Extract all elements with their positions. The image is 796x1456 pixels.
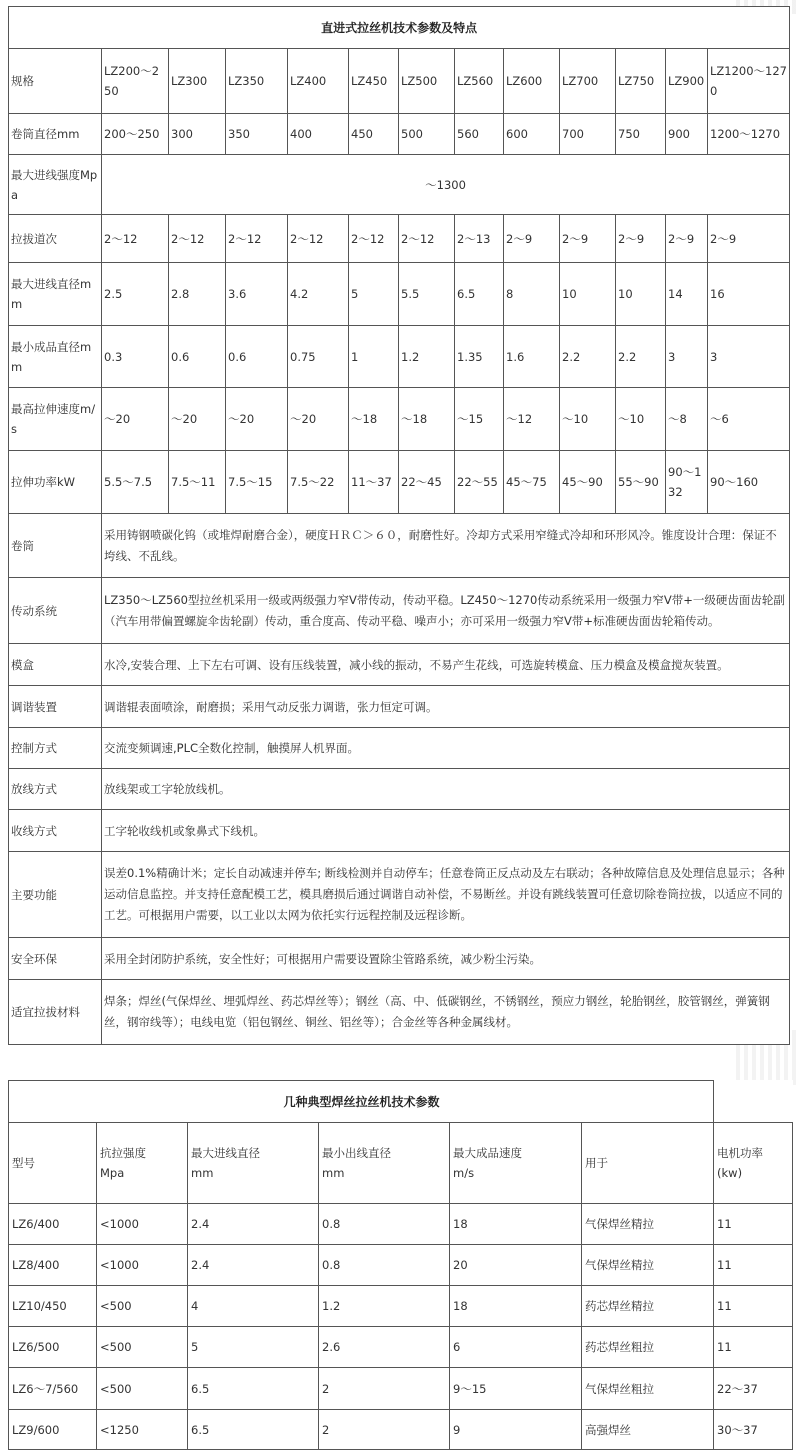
value-cell: ～18 <box>349 388 399 451</box>
value-cell: 16 <box>708 263 790 326</box>
value-cell: 0.6 <box>169 326 226 388</box>
value-cell: ～6 <box>708 388 790 451</box>
feature-text: 采用铸钢喷碳化钨（或堆焊耐磨合金），硬度ＨＲＣ＞６０，耐磨性好。冷却方式采用窄缝式冷却和环形风冷。锥度设计合理：保证不垮线、不乱线。 <box>102 514 790 578</box>
feature-text: 误差0.1%精确计米；定长自动减速并停车; 断线检测并自动停车；任意卷筒正反点动及左右联动；各种故障信息及处理信息显示；各种运动信息监控。并支持任意配模工艺，模具磨损后通过调谐自动补偿，不易断丝。并设有跳线装置可任意切除卷筒拉拔，以适应不同的工艺。可根据用户需要，以工业以太网为依托实行远程控制及远程诊断。 <box>102 852 790 938</box>
header-name: 最大进线直径 <box>191 1146 260 1160</box>
row-label: 调谐装置 <box>9 686 102 728</box>
value-cell: ～10 <box>616 388 666 451</box>
value-cell: 22～55 <box>455 451 504 514</box>
value-cell: 500 <box>399 114 455 155</box>
value-cell: 10 <box>560 263 616 326</box>
value-cell: ～18 <box>399 388 455 451</box>
value-cell: 气保焊丝粗拉 <box>582 1368 714 1410</box>
header-cell: 型号 <box>9 1123 97 1204</box>
value-cell: 11 <box>714 1204 793 1245</box>
row-label: 最小成品直径mm <box>9 326 102 388</box>
row-label: 主要功能 <box>9 852 102 938</box>
header-name: 电机功率 <box>717 1146 764 1160</box>
value-cell: 0.75 <box>288 326 349 388</box>
value-cell: <1000 <box>97 1245 188 1286</box>
value-cell: 0.8 <box>319 1245 450 1286</box>
model-cell: LZ200～250 <box>102 49 169 114</box>
header-name: 最大成品速度 <box>453 1146 522 1160</box>
value-cell: ～1300 <box>102 155 790 215</box>
value-cell: 22～45 <box>399 451 455 514</box>
value-cell: 11～37 <box>349 451 399 514</box>
value-cell: 4 <box>188 1286 319 1327</box>
model-cell: LZ8/400 <box>9 1245 97 1286</box>
blank-cell <box>714 1081 793 1123</box>
value-cell: 7.5～22 <box>288 451 349 514</box>
value-cell: ～20 <box>288 388 349 451</box>
model-cell: LZ750 <box>616 49 666 114</box>
value-cell: <500 <box>97 1327 188 1368</box>
value-cell: 2～12 <box>226 215 288 263</box>
value-cell: 6 <box>450 1327 582 1368</box>
value-cell: 450 <box>349 114 399 155</box>
value-cell: 200～250 <box>102 114 169 155</box>
header-cell <box>319 1123 450 1204</box>
model-cell: LZ6～7/560 <box>9 1368 97 1410</box>
feature-text: 采用全封闭防护系统，安全性好；可根据用户需要设置除尘管路系统，减少粉尘污染。 <box>102 938 790 980</box>
model-cell: LZ700 <box>560 49 616 114</box>
value-cell: ～20 <box>226 388 288 451</box>
row-label: 放线方式 <box>9 769 102 810</box>
value-cell: 药芯焊丝精拉 <box>582 1286 714 1327</box>
value-cell: 3.6 <box>226 263 288 326</box>
value-cell: 11 <box>714 1327 793 1368</box>
value-cell: 2 <box>319 1410 450 1450</box>
model-cell: LZ450 <box>349 49 399 114</box>
value-cell: 2.2 <box>616 326 666 388</box>
value-cell: <1250 <box>97 1410 188 1450</box>
value-cell: 350 <box>226 114 288 155</box>
value-cell: ～10 <box>560 388 616 451</box>
value-cell: 2～9 <box>708 215 790 263</box>
value-cell: 2～12 <box>288 215 349 263</box>
feature-text: LZ350～LZ560型拉丝机采用一级或两级强力窄V带传动，传动平稳。LZ450～1270传动系统采用一级强力窄V带+一级硬齿面齿轮副（汽车用带偏置螺旋伞齿轮副）传动，重合度高、传动平稳、噪声小；亦可采用一级强力窄V带+标准硬齿面齿轮箱传动。 <box>102 578 790 644</box>
value-cell: 18 <box>450 1286 582 1327</box>
row-label: 安全环保 <box>9 938 102 980</box>
value-cell: 6.5 <box>188 1410 319 1450</box>
row-label: 卷筒 <box>9 514 102 578</box>
value-cell: 1.35 <box>455 326 504 388</box>
model-cell: LZ6/400 <box>9 1204 97 1245</box>
model-cell: LZ600 <box>504 49 560 114</box>
value-cell: 2～9 <box>504 215 560 263</box>
value-cell: <500 <box>97 1286 188 1327</box>
welding-wire-machine-table <box>8 1080 793 1450</box>
value-cell: 5.5 <box>399 263 455 326</box>
value-cell: 气保焊丝精拉 <box>582 1204 714 1245</box>
model-cell: LZ10/450 <box>9 1286 97 1327</box>
row-label: 卷筒直径mm <box>9 114 102 155</box>
value-cell: 30～37 <box>714 1410 793 1450</box>
value-cell: 2～12 <box>102 215 169 263</box>
value-cell: 5 <box>349 263 399 326</box>
value-cell: 7.5～15 <box>226 451 288 514</box>
value-cell: ～8 <box>666 388 708 451</box>
value-cell: 1.2 <box>399 326 455 388</box>
value-cell: 2.2 <box>560 326 616 388</box>
feature-text: 水冷,安装合理、上下左右可调、设有压线装置，减小线的振动，不易产生花线，可选旋转模盒、压力模盒及模盒搅灰装置。 <box>102 644 790 686</box>
value-cell: 1.2 <box>319 1286 450 1327</box>
header-name: 抗拉强度 <box>100 1146 146 1160</box>
value-cell: 2～13 <box>455 215 504 263</box>
model-cell: LZ350 <box>226 49 288 114</box>
value-cell: 55～90 <box>616 451 666 514</box>
model-cell: LZ560 <box>455 49 504 114</box>
row-label: 最高拉伸速度m/s <box>9 388 102 451</box>
value-cell: ～20 <box>169 388 226 451</box>
value-cell: 750 <box>616 114 666 155</box>
model-cell: LZ900 <box>666 49 708 114</box>
value-cell: 2～12 <box>399 215 455 263</box>
value-cell: 8 <box>504 263 560 326</box>
feature-text: 工字轮收线机或象鼻式下线机。 <box>102 810 790 852</box>
header-cell <box>450 1123 582 1204</box>
value-cell: 45～75 <box>504 451 560 514</box>
value-cell: 2～12 <box>169 215 226 263</box>
value-cell: 5 <box>188 1327 319 1368</box>
value-cell: 900 <box>666 114 708 155</box>
value-cell: <1000 <box>97 1204 188 1245</box>
value-cell: 22～37 <box>714 1368 793 1410</box>
value-cell: 18 <box>450 1204 582 1245</box>
value-cell: 45～90 <box>560 451 616 514</box>
value-cell: 9 <box>450 1410 582 1450</box>
row-label: 收线方式 <box>9 810 102 852</box>
value-cell: 2 <box>319 1368 450 1410</box>
value-cell: 2～9 <box>560 215 616 263</box>
value-cell: 600 <box>504 114 560 155</box>
row-label: 控制方式 <box>9 728 102 769</box>
value-cell: 2～12 <box>349 215 399 263</box>
value-cell: 90～160 <box>708 451 790 514</box>
model-cell: LZ400 <box>288 49 349 114</box>
value-cell: 6.5 <box>188 1368 319 1410</box>
header-unit: m/s <box>453 1166 475 1180</box>
feature-text: 放线架或工字轮放线机。 <box>102 769 790 810</box>
feature-text: 调谐辊表面喷涂，耐磨损；采用气动反张力调谐，张力恒定可调。 <box>102 686 790 728</box>
value-cell: 10 <box>616 263 666 326</box>
value-cell: 0.3 <box>102 326 169 388</box>
row-label: 适宜拉拔材料 <box>9 980 102 1045</box>
value-cell: 高强焊丝 <box>582 1410 714 1450</box>
value-cell: 0.6 <box>226 326 288 388</box>
value-cell: 11 <box>714 1245 793 1286</box>
value-cell: 2.6 <box>319 1327 450 1368</box>
model-cell: LZ300 <box>169 49 226 114</box>
value-cell: 2.4 <box>188 1204 319 1245</box>
row-label: 传动系统 <box>9 578 102 644</box>
model-cell: LZ6/500 <box>9 1327 97 1368</box>
table-title: 几种典型焊丝拉丝机技术参数 <box>9 1081 714 1123</box>
value-cell: ～12 <box>504 388 560 451</box>
feature-text: 交流变频调速,PLC全数化控制，触摸屏人机界面。 <box>102 728 790 769</box>
value-cell: 药芯焊丝粗拉 <box>582 1327 714 1368</box>
model-cell: LZ1200～1270 <box>708 49 790 114</box>
row-label: 模盒 <box>9 644 102 686</box>
header-unit: mm <box>191 1166 214 1180</box>
value-cell: 3 <box>666 326 708 388</box>
header-cell: 用于 <box>582 1123 714 1204</box>
value-cell: 气保焊丝精拉 <box>582 1245 714 1286</box>
header-unit: (kw) <box>717 1166 743 1180</box>
value-cell: 9～15 <box>450 1368 582 1410</box>
row-label: 拉拔道次 <box>9 215 102 263</box>
header-unit: Mpa <box>100 1166 125 1180</box>
value-cell: 90～132 <box>666 451 708 514</box>
value-cell: 2.8 <box>169 263 226 326</box>
table-title: 直进式拉丝机技术参数及特点 <box>9 7 790 49</box>
header-unit: mm <box>322 1166 345 1180</box>
value-cell: 14 <box>666 263 708 326</box>
value-cell: 3 <box>708 326 790 388</box>
value-cell: 2.5 <box>102 263 169 326</box>
header-cell <box>97 1123 188 1204</box>
value-cell: 1200～1270 <box>708 114 790 155</box>
value-cell: 2～9 <box>616 215 666 263</box>
model-cell: LZ9/600 <box>9 1410 97 1450</box>
value-cell: 400 <box>288 114 349 155</box>
row-label: 最大进线直径mm <box>9 263 102 326</box>
row-label: 最大进线强度Mpa <box>9 155 102 215</box>
value-cell: 1 <box>349 326 399 388</box>
model-cell: LZ500 <box>399 49 455 114</box>
drawing-machine-spec-table <box>8 6 790 1045</box>
value-cell: <500 <box>97 1368 188 1410</box>
value-cell: 20 <box>450 1245 582 1286</box>
value-cell: 4.2 <box>288 263 349 326</box>
value-cell: 700 <box>560 114 616 155</box>
header-cell <box>714 1123 793 1204</box>
header-cell <box>188 1123 319 1204</box>
value-cell: ～20 <box>102 388 169 451</box>
feature-text: 焊条；焊丝(气保焊丝、埋弧焊丝、药芯焊丝等）；钢丝（高、中、低碳钢丝，不锈钢丝，预应力钢丝，轮胎钢丝，胶管钢丝，弹簧钢丝，钢帘线等）；电线电览（铝包钢丝、铜丝、铝丝等）；合金丝等各种金属线材。 <box>102 980 790 1045</box>
value-cell: 560 <box>455 114 504 155</box>
value-cell: 11 <box>714 1286 793 1327</box>
value-cell: 2.4 <box>188 1245 319 1286</box>
header-name: 最小出线直径 <box>322 1146 391 1160</box>
value-cell: 2～9 <box>666 215 708 263</box>
row-label: 规格 <box>9 49 102 114</box>
value-cell: 0.8 <box>319 1204 450 1245</box>
value-cell: ～15 <box>455 388 504 451</box>
value-cell: 6.5 <box>455 263 504 326</box>
value-cell: 5.5～7.5 <box>102 451 169 514</box>
value-cell: 1.6 <box>504 326 560 388</box>
value-cell: 7.5～11 <box>169 451 226 514</box>
value-cell: 300 <box>169 114 226 155</box>
row-label: 拉伸功率kW <box>9 451 102 514</box>
